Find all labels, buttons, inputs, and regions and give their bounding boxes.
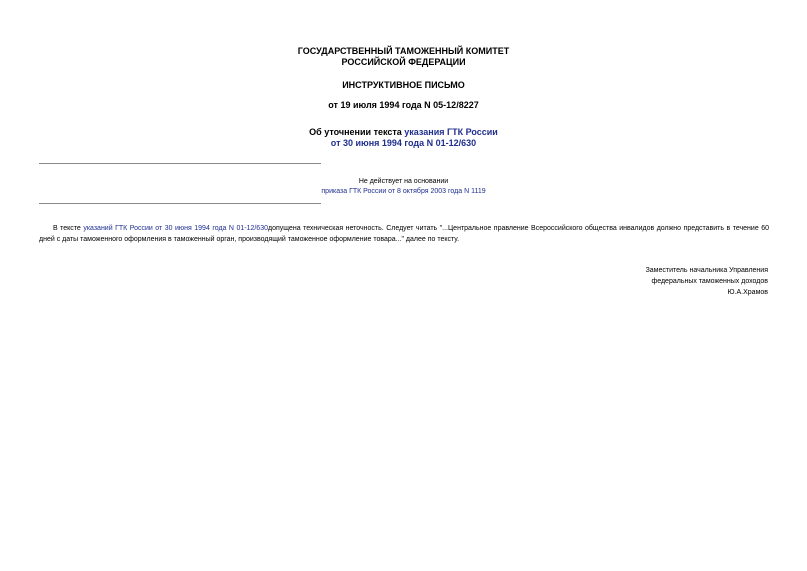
document-date-number: от 19 июля 1994 года N 05-12/8227: [328, 100, 479, 110]
status-line: Не действует на основании: [358, 178, 449, 185]
subject-link-part2[interactable]: от 30 июня 1994 года N 01-12/630: [330, 138, 477, 148]
signature-block: [646, 265, 768, 298]
signature-position-2: федеральных таможенных доходов: [651, 278, 768, 285]
divider-top: [39, 163, 321, 164]
org-line-2: РОССИЙСКОЙ ФЕДЕРАЦИИ: [341, 57, 466, 67]
divider-bottom: [39, 203, 321, 204]
subject-prefix: Об уточнении текста: [309, 127, 405, 137]
signature-name: Ю.А.Храмов: [727, 289, 768, 296]
document-subject: [0, 127, 807, 149]
subject-line-1: [0, 127, 807, 138]
body-link[interactable]: указаний ГТК России от 30 июня 1994 года N 01-12/630: [83, 225, 268, 232]
status-link[interactable]: приказа ГТК России от 8 октября 2003 года N 1119: [321, 188, 486, 195]
body-text: допущена техническая неточность. Следует читать "...Центральное правление Всероссийского общества инвалидов должно представить в течение 60 дней с даты таможенного оформления в таможенный орган, производящий таможенное оформление товара..." далее по тексту.: [39, 225, 769, 243]
signature-position-1: Заместитель начальника Управления: [645, 267, 768, 274]
document-type: ИНСТРУКТИВНОЕ ПИСЬМО: [342, 80, 465, 90]
issuing-organization: [0, 46, 807, 68]
body-paragraph: [39, 223, 769, 245]
status-notice: [0, 177, 807, 197]
body-prefix: В тексте: [53, 225, 84, 232]
subject-link-part1[interactable]: указания ГТК России: [404, 127, 498, 137]
org-line-1: ГОСУДАРСТВЕННЫЙ ТАМОЖЕННЫЙ КОМИТЕТ: [297, 46, 510, 56]
